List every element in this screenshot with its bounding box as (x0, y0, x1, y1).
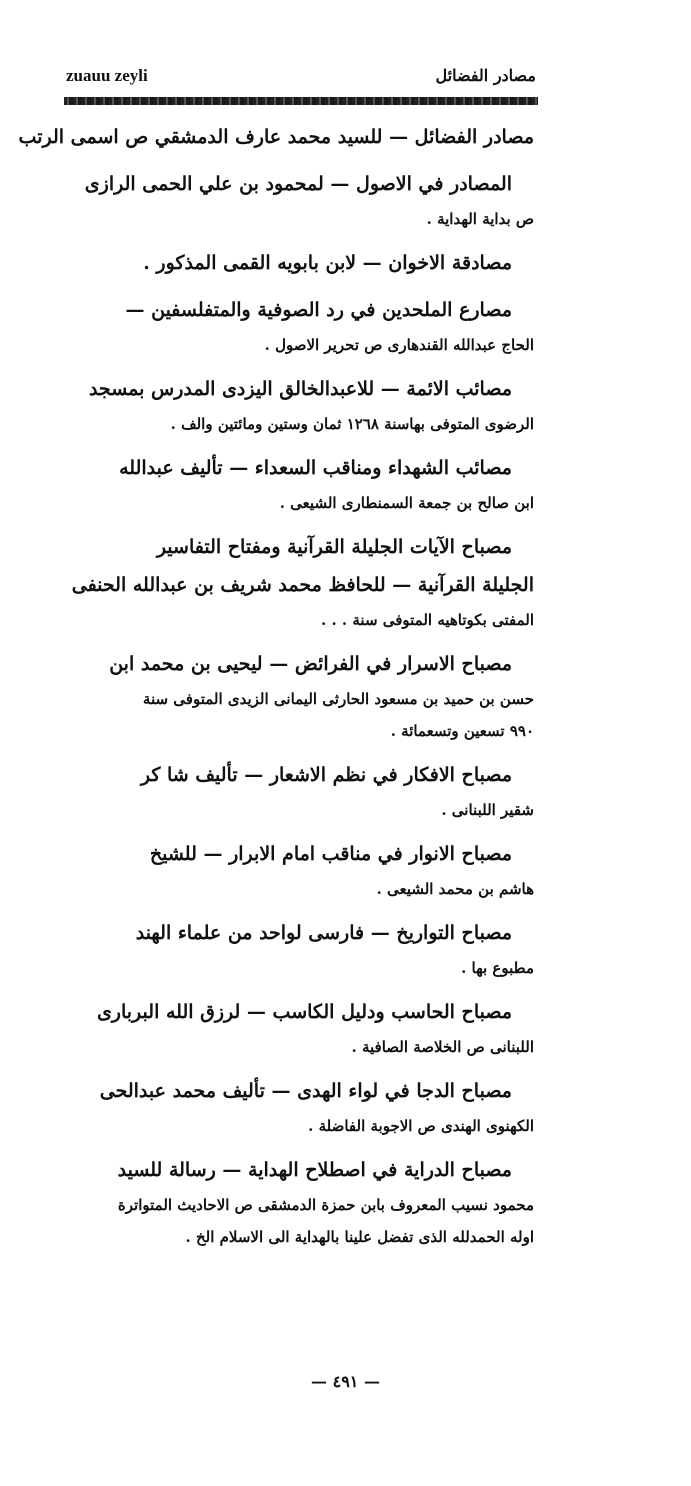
entry-line: مصباح الدراية في اصطلاح الهداية — رسالة للسيد (117, 1159, 512, 1181)
entry-line: مصادقة الاخوان — لابن بابويه القمى المذكور . (143, 252, 512, 274)
entry-line: ص بداية الهداية . (426, 210, 534, 228)
entry-line: ٩٩٠ تسعين وتسعمائة . (390, 722, 534, 740)
header-title: مصادر الفضائل (435, 66, 536, 85)
entry-line: مصباح الدجا في لواء الهدى — تأليف محمد عبدالحى (99, 1080, 512, 1102)
entry-list (18, 118, 534, 1262)
entry-line: مصباح الافكار في نظم الاشعار — تأليف شا كر (140, 764, 512, 786)
entry (76, 165, 534, 235)
entry (76, 291, 534, 361)
entry (76, 244, 534, 282)
entry-line: مطبوع بها . (461, 959, 534, 977)
entry-line: ابن صالح بن جمعة السمنطارى الشيعى . (279, 494, 534, 512)
entry-line: مصباح الاسرار في الفرائض — ليحيى بن محمد ابن (109, 653, 512, 675)
entry-line: محمود نسيب المعروف بابن حمزة الدمشقى ص الاحاديث المتواترة (117, 1196, 534, 1214)
entry (76, 993, 534, 1063)
header-left-text: zuauu zeyli (66, 66, 148, 85)
entry (76, 835, 534, 905)
entry-line: الحاج عبدالله القندهارى ص تحرير الاصول . (264, 336, 534, 354)
entry-line: مصائب الشهداء ومناقب السعداء — تأليف عبدالله (119, 457, 512, 479)
entry (71, 528, 534, 636)
entry-line: المفتى بكوتاهيه المتوفى سنة . . . (321, 611, 534, 629)
entry (76, 645, 534, 747)
entry-line: مصادر الفضائل — للسيد محمد عارف الدمشقي ص اسمى الرتب (18, 126, 534, 148)
entry (18, 118, 534, 156)
page-number: — ٤٩١ — (311, 1372, 380, 1391)
entry (76, 756, 534, 826)
entry-line: مصباح التواريخ — فارسى لواحد من علماء الهند (135, 922, 512, 944)
header-rule (64, 97, 538, 105)
entry (76, 449, 534, 519)
entry-line: مصباح الآيات الجليلة القرآنية ومفتاح التفاسير (156, 536, 512, 558)
entry-line: شقير اللبنانى . (441, 801, 534, 819)
entry (76, 914, 534, 984)
entry (76, 1072, 534, 1142)
entry-line: الجليلة القرآنية — للحافظ محمد شريف بن عبدالله الحنفى (71, 574, 534, 596)
entry-line: حسن بن حميد بن مسعود الحارثى اليمانى الزيدى المتوفى سنة (142, 690, 534, 708)
page-header (66, 66, 536, 90)
entry-line: مصارع الملحدين في رد الصوفية والمتفلسفين — (125, 299, 512, 321)
entry-line: مصباح الانوار في مناقب امام الابرار — للشيخ (149, 843, 512, 865)
entry-line: هاشم بن محمد الشيعى . (376, 880, 534, 898)
entry-line: مصباح الحاسب ودليل الكاسب — لرزق الله البربارى (96, 1001, 512, 1023)
entry-line: الكهنوى الهندى ص الاجوبة الفاضلة . (308, 1117, 534, 1135)
entry-line: المصادر في الاصول — لمحمود بن علي الحمى الرازى (84, 173, 512, 195)
entry-line: اللبنانى ص الخلاصة الصافية . (351, 1038, 534, 1056)
entry (76, 1151, 534, 1253)
entry-line: الرضوى المتوفى بهاسنة ١٢٦٨ ثمان وستين ومائتين والف . (170, 415, 534, 433)
entry-line: اوله الحمدلله الذى تفضل علينا بالهداية الى الاسلام الخ . (185, 1228, 534, 1246)
entry-line: مصائب الائمة — للاعبدالخالق اليزدى المدرس بمسجد (88, 378, 512, 400)
entry (76, 370, 534, 440)
